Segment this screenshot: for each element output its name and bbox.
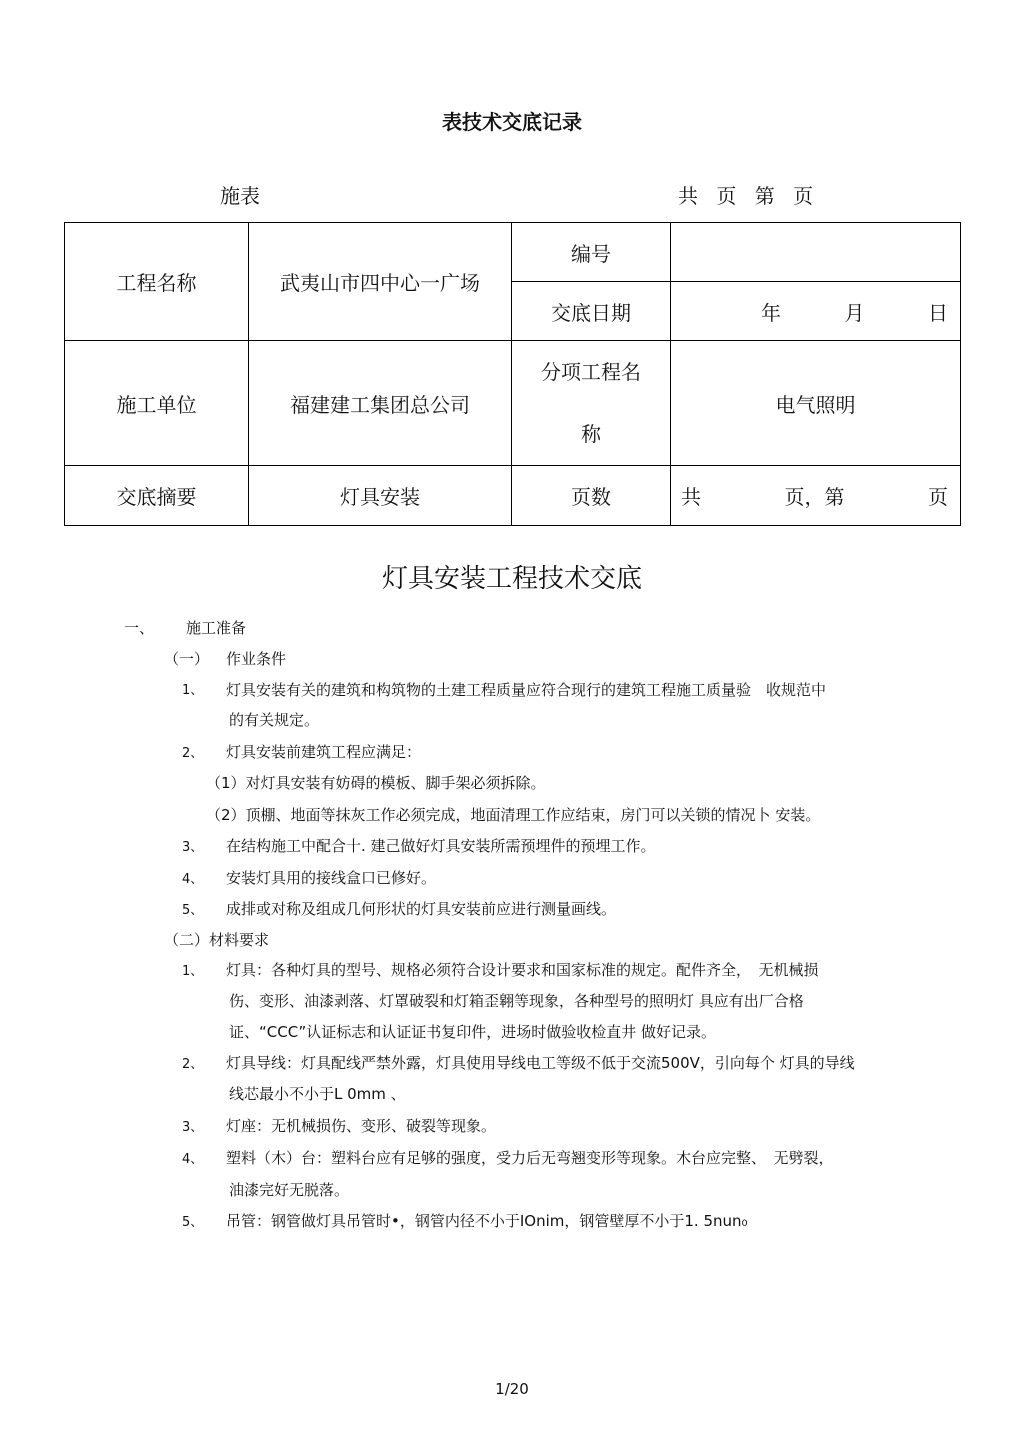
item-number: 3、 <box>182 1120 204 1135</box>
section-title: 灯具安装工程技术交底 <box>381 564 642 594</box>
paragraph-line: 灯具安装前建筑工程应满足： <box>226 743 422 761</box>
project-name-label: 工程名称 <box>65 223 249 341</box>
paragraph-line: 证、“CCC”认证标志和认证证书复印件，进场时做验收检直井 做好记录。 <box>229 1023 717 1041</box>
date-label: 交底日期 <box>512 282 671 341</box>
heading-1-number: 一、 <box>124 619 155 637</box>
date-month: 月 <box>844 300 865 325</box>
paragraph-line: 伤、变形、油漆剥落、灯罩破裂和灯箱歪翱等现象，各种型号的照明灯 具应有出厂合格 <box>229 992 804 1010</box>
subitem-label-line1: 分项工程名 <box>541 360 641 384</box>
paragraph-line: 线芯最小不小于L 0mm 、 <box>229 1085 406 1103</box>
subitem-value: 电气照明 <box>671 341 961 466</box>
item-number: 1、 <box>182 683 204 698</box>
heading-2: 作业条件 <box>226 650 287 668</box>
paragraph-line: 灯座：无机械损伤、变形、破裂等现象。 <box>226 1117 497 1135</box>
page-title: 表技术交底记录 <box>442 110 582 134</box>
paragraph-line: 灯具：各种灯具的型号、规格必须符合设计要求和国家标准的规定。配件齐全， 无机械损 <box>226 961 819 979</box>
paragraph-line: 吊管：钢管做灯具吊管时•，钢管内径不小于IOnim，钢管壁厚不小于1. 5nun₀ <box>226 1212 748 1230</box>
heading-2-number: （一） <box>164 650 210 668</box>
item-number: 2、 <box>182 746 204 761</box>
item-number: 4、 <box>182 872 204 887</box>
item-number: 5、 <box>182 903 204 918</box>
pages-value <box>671 466 961 526</box>
pages-end: 页 <box>928 485 948 509</box>
heading-1: 施工准备 <box>186 619 247 637</box>
date-year: 年 <box>761 300 781 325</box>
date-day: 日 <box>928 300 948 325</box>
project-name-value: 武夷山市四中心一广场 <box>249 223 512 341</box>
paragraph-line: （1）对灯具安装有妨碍的模板、脚手架必须拆除。 <box>206 774 546 792</box>
paragraph-line: 成排或对称及组成几何形状的灯具安装前应进行测量画线。 <box>226 900 617 918</box>
paragraph-line: 灯具导线：灯具配线严禁外露，灯具使用导线电工等级不低于交流500V，引向每个 灯具的导线 <box>226 1054 855 1072</box>
contractor-label: 施工单位 <box>65 341 249 466</box>
paragraph-line: 塑料（木）台：塑料台应有足够的强度，受力后无弯翘变形等现象。木台应完整、 无劈裂， <box>226 1149 834 1167</box>
item-number: 2、 <box>182 1057 204 1072</box>
page-count-header: 共 页 第 页 <box>678 184 820 208</box>
info-table <box>64 222 961 526</box>
item-number: 3、 <box>182 840 204 855</box>
paragraph-line: 油漆完好无脱落。 <box>229 1181 350 1199</box>
paragraph-line: 安装灯具用的接线盒口已修好。 <box>226 869 437 887</box>
date-value <box>671 282 961 341</box>
heading-2: （二）材料要求 <box>164 931 270 949</box>
serial-value <box>671 223 961 282</box>
form-code: 施表 <box>220 184 260 208</box>
page-number: 1/20 <box>495 1380 529 1398</box>
subitem-label <box>512 341 671 466</box>
pages-label: 页数 <box>512 466 671 526</box>
paragraph-line: 在结构施工中配合十. 建己做好灯具安装所需预埋件的预埋工作。 <box>226 837 656 855</box>
summary-label: 交底摘要 <box>65 466 249 526</box>
contractor-value: 福建建工集团总公司 <box>249 341 512 466</box>
pages-mid: 页，第 <box>784 485 845 509</box>
item-number: 4、 <box>182 1152 204 1167</box>
item-number: 1、 <box>182 964 204 979</box>
item-number: 5、 <box>182 1215 204 1230</box>
paragraph-line: 灯具安装有关的建筑和构筑物的土建工程质量应符合现行的建筑工程施工质量验 收规范中 <box>226 681 827 699</box>
subitem-label-line2: 称 <box>581 422 601 446</box>
summary-value: 灯具安装 <box>249 466 512 526</box>
paragraph-line: （2）顶棚、地面等抹灰工作必须完成，地面清理工作应结束，房门可以关锁的情况卜 安装。 <box>206 806 821 824</box>
paragraph-line: 的有关规定。 <box>229 711 320 729</box>
pages-total: 共 <box>681 485 701 509</box>
serial-label: 编号 <box>512 223 671 282</box>
